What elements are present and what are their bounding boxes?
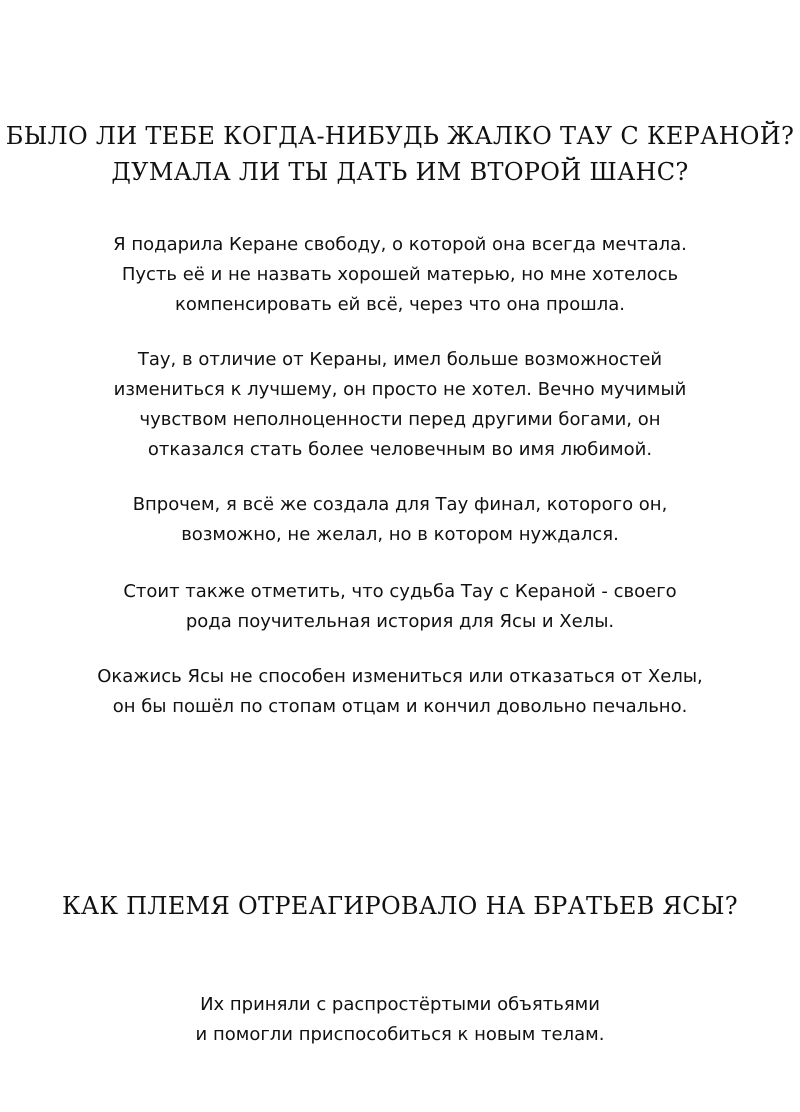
answer-paragraph-5: [40, 662, 760, 722]
answer-line: Пусть её и не назвать хорошей матерью, но мне хотелось: [121, 264, 679, 285]
answer-line: рода поучительная история для Ясы и Хелы.: [185, 611, 615, 632]
question-1-line-1: БЫЛО ЛИ ТЕБЕ КОГДА-НИБУДЬ ЖАЛКО ТАУ С КЕРАНОЙ?: [5, 122, 795, 150]
answer-line: чувством неполноценности перед другими богами, он: [139, 409, 661, 430]
answer-line: Впрочем, я всё же создала для Тау финал, которого он,: [132, 494, 668, 515]
answer-line: и помогли приспособиться к новым телам.: [195, 1024, 605, 1045]
answer-paragraph-4: [40, 577, 760, 637]
answer-line: Окажись Ясы не способен измениться или отказаться от Хелы,: [97, 666, 703, 687]
answer-line: отказался стать более человечным во имя любимой.: [147, 439, 653, 460]
answer-paragraph-3: [40, 490, 760, 550]
answer-line: возможно, не желал, но в котором нуждался.: [181, 524, 619, 545]
answer-line: измениться к лучшему, он просто не хотел. Вечно мучимый: [113, 379, 687, 400]
answer-line: компенсировать ей всё, через что она прошла.: [175, 294, 625, 315]
answer-line: Их приняли с распростёртыми объятьями: [200, 994, 600, 1015]
answer-line: он бы пошёл по стопам отцам и кончил довольно печально.: [112, 696, 688, 717]
answer-paragraph-1: [40, 230, 760, 320]
answer-paragraph-2: [40, 345, 760, 465]
question-heading-2: [0, 888, 800, 924]
answer-line: Тау, в отличие от Кераны, имел больше возможностей: [137, 349, 663, 370]
answer-line: Стоит также отметить, что судьба Тау с Кераной - своего: [123, 581, 677, 602]
answer-line: Я подарила Керане свободу, о которой она всегда мечтала.: [113, 234, 687, 255]
question-1-line-2: ДУМАЛА ЛИ ТЫ ДАТЬ ИМ ВТОРОЙ ШАНС?: [111, 158, 689, 186]
answer-paragraph-6: [40, 990, 760, 1050]
question-heading-1: [0, 118, 800, 190]
question-2-line-1: КАК ПЛЕМЯ ОТРЕАГИРОВАЛО НА БРАТЬЕВ ЯСЫ?: [62, 892, 738, 920]
